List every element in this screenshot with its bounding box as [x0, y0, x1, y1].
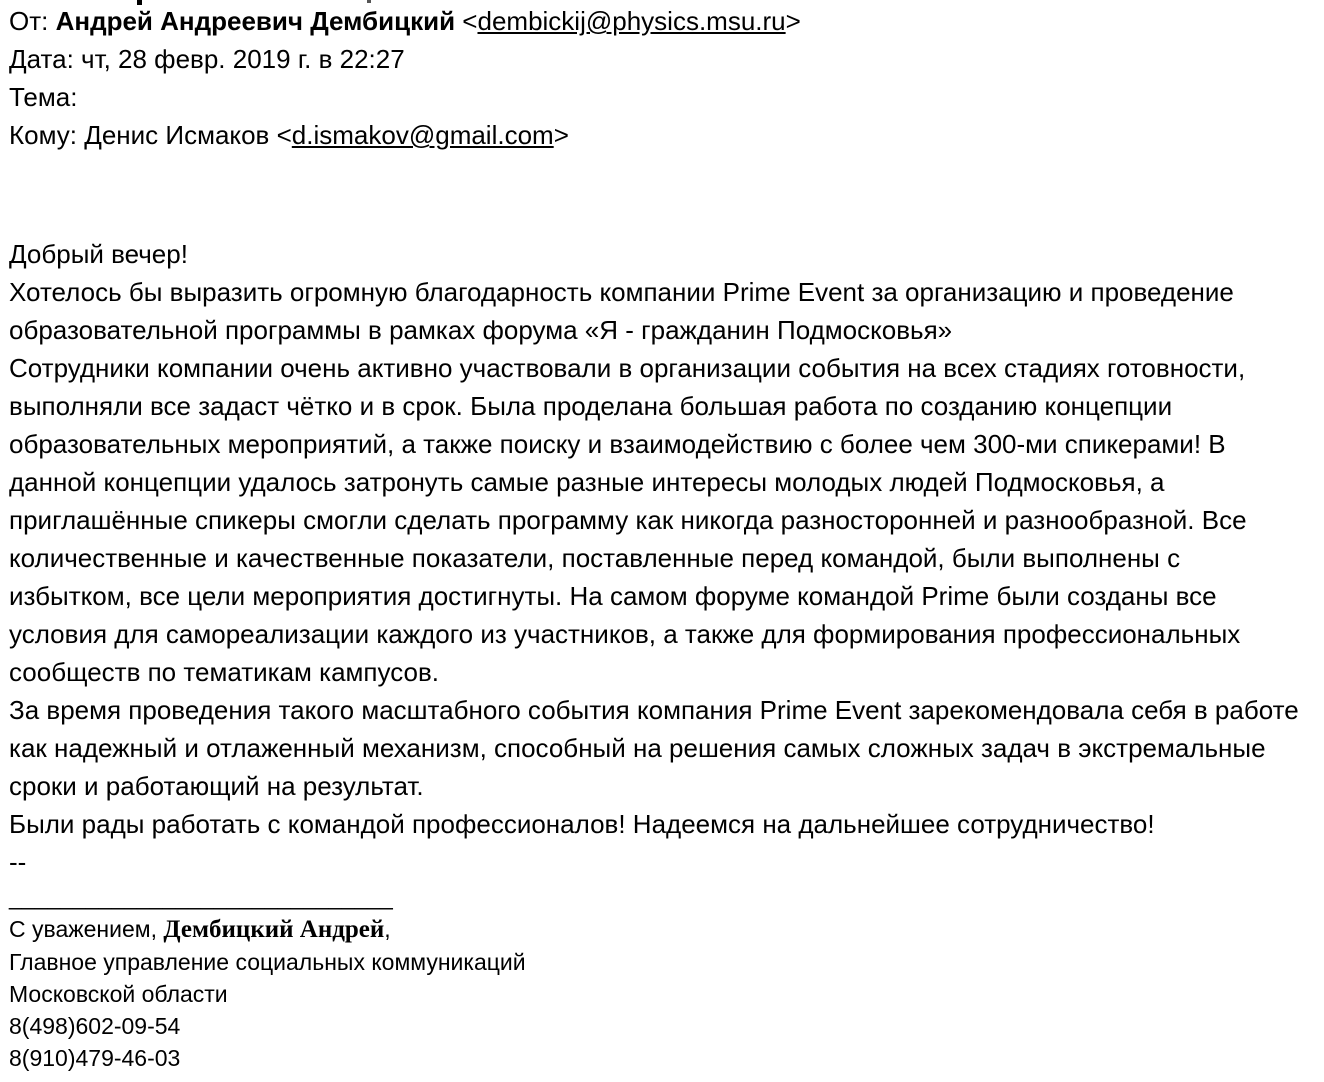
- date-line: Дата: чт, 28 февр. 2019 г. в 22:27: [9, 44, 405, 74]
- to-label: Кому:: [9, 120, 85, 150]
- body-line: количественные и качественные показатели, поставленные перед командой, были выполнены с: [9, 543, 1181, 573]
- clipped-text-fragment: [137, 0, 142, 5]
- from-label: От:: [9, 6, 56, 36]
- email-header: [9, 0, 1318, 154]
- signature-name: Дембицкий Андрей: [163, 916, 385, 943]
- regards-text: С уважением,: [9, 916, 164, 942]
- signature-regards-line: [9, 913, 1318, 946]
- body-line: условия для самореализации каждого из участников, а также для формирования профессиональных: [9, 619, 1241, 649]
- clipped-text-fragment: [367, 0, 371, 3]
- body-line: образовательной программы в рамках форума «Я - гражданин Подмосковья»: [9, 315, 953, 345]
- body-line: Были рады работать с командой профессионалов! Надеемся на дальнейшее сотрудничество!: [9, 809, 1155, 839]
- body-line: избытком, все цели мероприятия достигнуты. На самом форуме командой Prime были созданы все: [9, 581, 1217, 611]
- signature-org-line: Главное управление социальных коммуникаций: [9, 949, 526, 975]
- signature-name-comma: ,: [384, 916, 391, 942]
- body-line: приглашённые спикеры смогли сделать программу как никогда разносторонней и разнообразной. Все: [9, 505, 1247, 535]
- signature-phone: 8(498)602-09-54: [9, 1013, 181, 1039]
- body-line: выполняли все задаст чётко и в срок. Была проделана большая работа по созданию концепции: [9, 391, 1173, 421]
- from-email-link[interactable]: dembickij@physics.msu.ru: [477, 6, 786, 36]
- to-email-link[interactable]: d.ismakov@gmail.com: [291, 120, 554, 150]
- email-signature: [9, 881, 1318, 1074]
- body-line: сообществ по тематикам кампусов.: [9, 657, 440, 687]
- to-name: Денис Исмаков: [84, 120, 270, 150]
- email-body: [9, 235, 1318, 881]
- angle-bracket: >: [785, 6, 801, 36]
- signature-divider: ______________________________: [9, 884, 393, 910]
- angle-bracket: <: [455, 6, 478, 36]
- body-line: Сотрудники компании очень активно участвовали в организации события на всех стадиях готовности,: [9, 353, 1246, 383]
- signature-separator-dashes: --: [9, 847, 27, 877]
- from-name: Андрей Андреевич Дембицкий: [55, 6, 456, 36]
- body-line: данной концепции удалось затронуть самые разные интересы молодых людей Подмосковья, а: [9, 467, 1165, 497]
- to-line: [9, 116, 1318, 154]
- body-line: образовательных мероприятий, а также поиску и взаимодействию с более чем 300-ми спикерами! В: [9, 429, 1226, 459]
- angle-bracket: <: [269, 120, 292, 150]
- body-line: сроки и работающий на результат.: [9, 771, 424, 801]
- body-line: как надежный и отлаженный механизм, способный на решения самых сложных задач в экстремальные: [9, 733, 1266, 763]
- angle-bracket: >: [553, 120, 569, 150]
- signature-phone: 8(910)479-46-03: [9, 1045, 181, 1071]
- body-line: За время проведения такого масштабного события компания Prime Event зарекомендовала себя в работе: [9, 695, 1299, 725]
- body-line: Хотелось бы выразить огромную благодарность компании Prime Event за организацию и проведение: [9, 277, 1234, 307]
- body-line: Добрый вечер!: [9, 239, 188, 269]
- subject-line: Тема:: [9, 82, 78, 112]
- from-line: [9, 2, 1318, 40]
- signature-org-line: Московской области: [9, 981, 228, 1007]
